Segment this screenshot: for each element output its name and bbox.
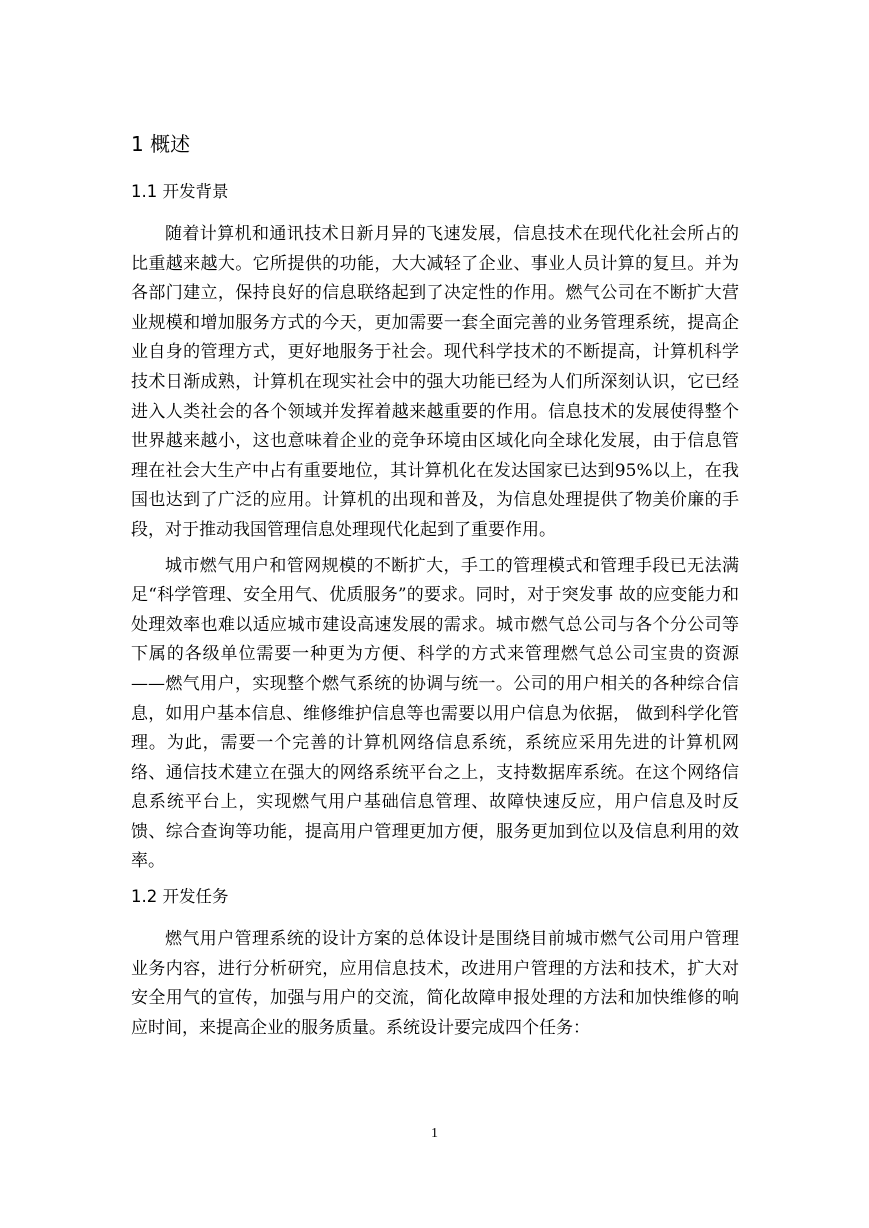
chapter-title: 1 概述: [131, 132, 191, 156]
paragraph-background-1: 随着计算机和通讯技术日新月异的飞速发展，信息技术在现代化社会所占的比重越来越大。它所提供的功能，大大减轻了企业、事业人员计算的复旦。并为各部门建立，保持良好的信息联络起到了决定性的作用。燃气公司在不断扩大营业规模和增加服务方式的今天，更加需要一套全面完善的业务管理系统，提高企业自身的管理方式，更好地服务于社会。现代科学技术的不断提高，计算机科学技术日渐成熟，计算机在现实社会中的强大功能已经为人们所深刻认识，它已经进入人类社会的各个领域并发挥着越来越重要的作用。信息技术的发展使得整个世界越来越小，这也意味着企业的竞争环境由区域化向全球化发展，由于信息管理在社会大生产中占有重要地位，其计算机化在发达国家已达到95%以上，在我国也达到了广泛的应用。计算机的出现和普及，为信息处理提供了物美价廉的手段，对于推动我国管理信息处理现代化起到了重要作用。: [131, 224, 739, 540]
page-number: 1: [431, 1126, 438, 1141]
page-content: [131, 128, 739, 1043]
section-title-background: 1.1 开发背景: [131, 182, 229, 201]
paragraph-background-2: 城市燃气用户和管网规模的不断扩大，手工的管理模式和管理手段已无法满足“科学管理、安全用气、优质服务”的要求。同时，对于突发事 故的应变能力和处理效率也难以适应城市建设高速发展的需求。城市燃气总公司与各个分公司等下属的各级单位需要一种更为方便、科学的方式来管理燃气总公司宝贵的资源——燃气用户，实现整个燃气系统的协调与统一。公司的用户相关的各种综合信息，如用户基本信息、维修维护信息等也需要以用户信息为依据， 做到科学化管理。为此，需要一个完善的计算机网络信息系统，系统应采用先进的计算机网络、通信技术建立在强大的网络系统平台之上，支持数据库系统。在这个网络信息系统平台上，实现燃气用户基础信息管理、故障快速反应，用户信息及时反馈、综合查询等功能，提高用户管理更加方便，服务更加到位以及信息利用的效率。: [131, 555, 739, 872]
paragraph-tasks-1: 燃气用户管理系统的设计方案的总体设计是围绕目前城市燃气公司用户管理业务内容，进行分析研究，应用信息技术，改进用户管理的方法和技术，扩大对安全用气的宣传，加强与用户的交流，简化故障申报处理的方法和加快维修的响应时间，来提高企业的服务质量。系统设计要完成四个任务：: [131, 929, 739, 1038]
section-title-tasks: 1.2 开发任务: [131, 887, 229, 907]
